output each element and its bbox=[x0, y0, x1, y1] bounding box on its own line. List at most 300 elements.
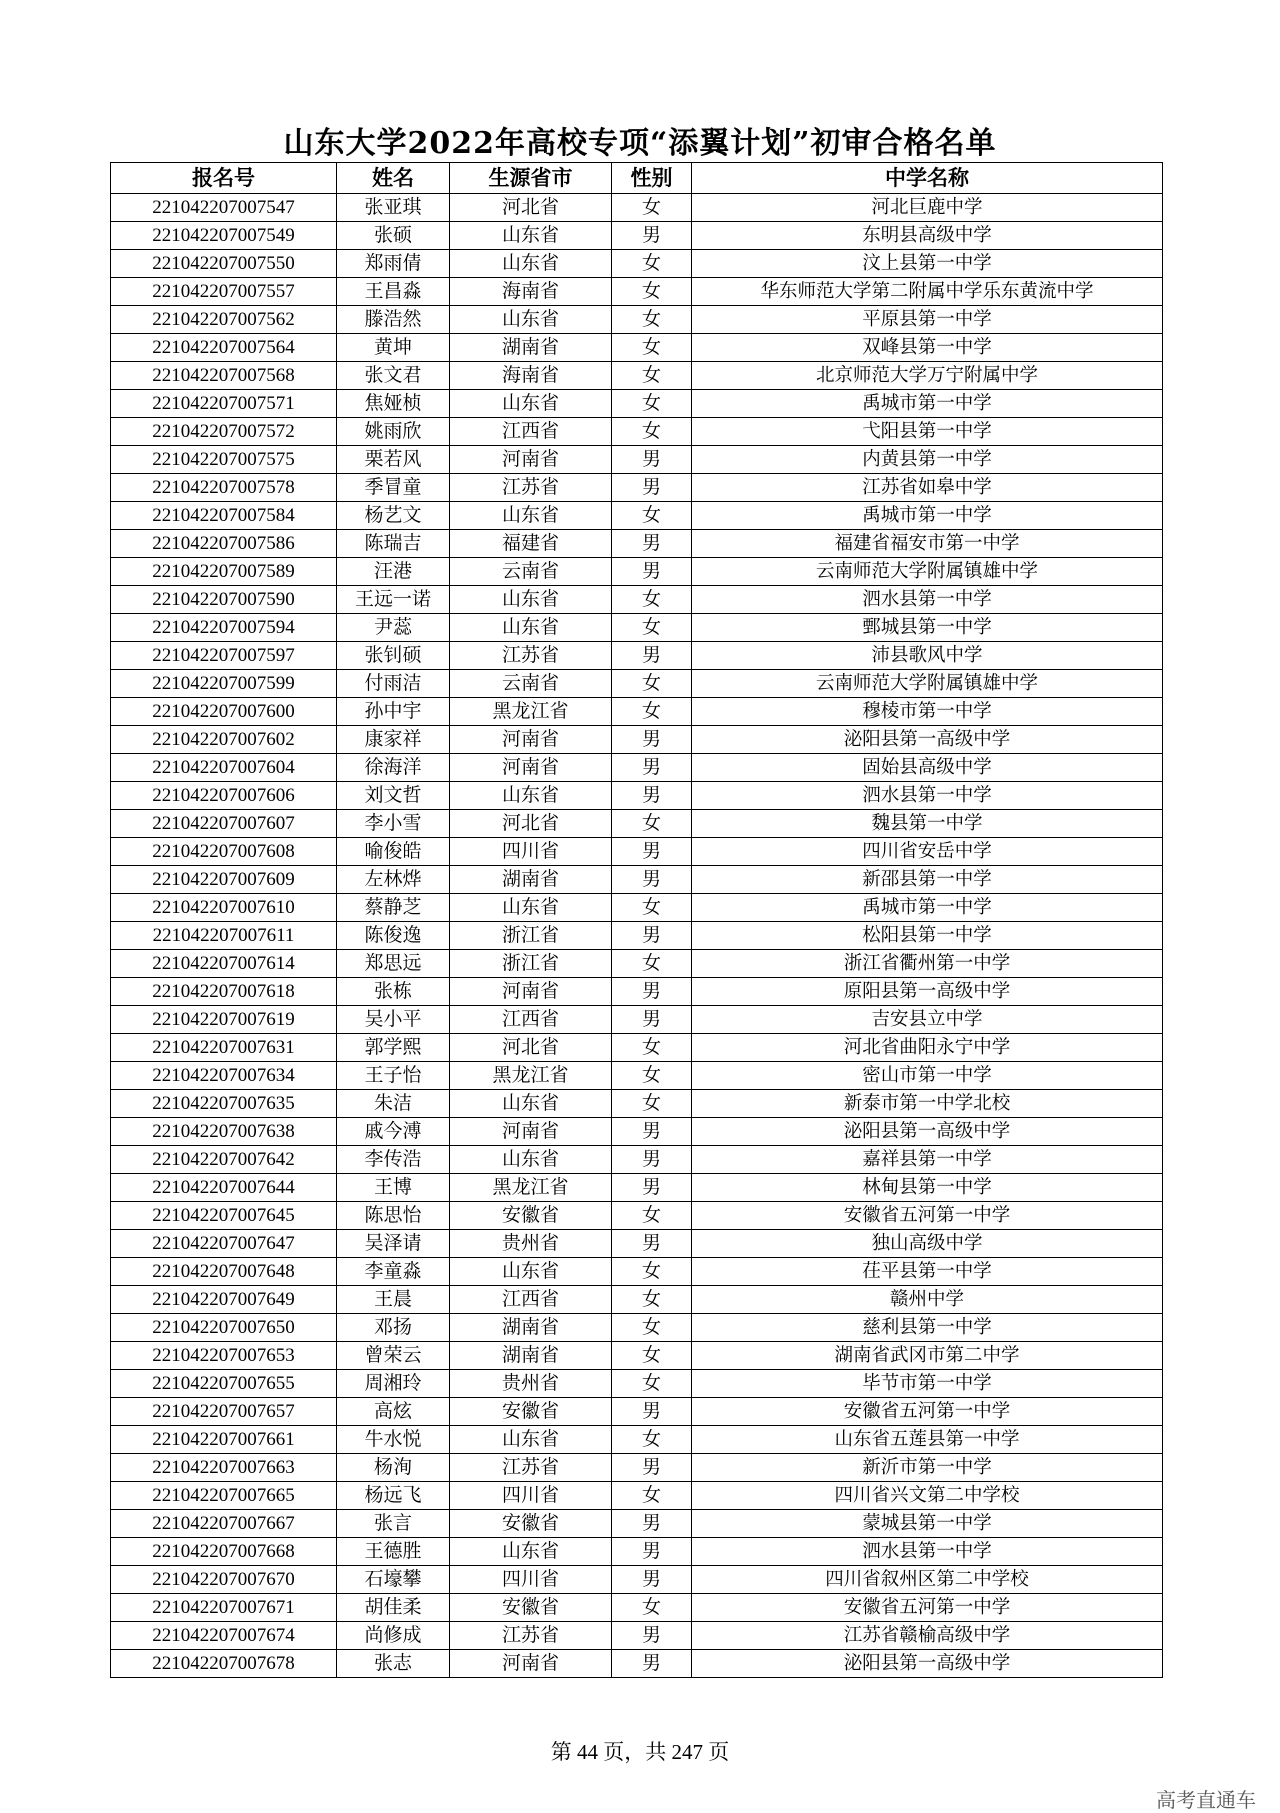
table-row bbox=[111, 1650, 1163, 1678]
table-row bbox=[111, 922, 1163, 950]
column-header-name: 姓名 bbox=[337, 163, 450, 194]
registration-no-cell: 221042207007602 bbox=[111, 726, 337, 754]
table-row bbox=[111, 1314, 1163, 1342]
name-cell: 康家祥 bbox=[337, 726, 450, 754]
table-row bbox=[111, 1090, 1163, 1118]
province-cell: 四川省 bbox=[450, 1566, 612, 1594]
table-row bbox=[111, 1062, 1163, 1090]
gender-cell: 女 bbox=[612, 1426, 692, 1454]
school-cell: 华东师范大学第二附属中学乐东黄流中学 bbox=[692, 278, 1163, 306]
table-row bbox=[111, 1230, 1163, 1258]
school-cell: 固始县高级中学 bbox=[692, 754, 1163, 782]
gender-cell: 男 bbox=[612, 222, 692, 250]
registration-no-cell: 221042207007600 bbox=[111, 698, 337, 726]
gender-cell: 男 bbox=[612, 922, 692, 950]
table-row bbox=[111, 474, 1163, 502]
province-cell: 河南省 bbox=[450, 1118, 612, 1146]
school-cell: 江苏省如皋中学 bbox=[692, 474, 1163, 502]
school-cell: 云南师范大学附属镇雄中学 bbox=[692, 670, 1163, 698]
name-cell: 姚雨欣 bbox=[337, 418, 450, 446]
table-row bbox=[111, 642, 1163, 670]
name-cell: 牛水悦 bbox=[337, 1426, 450, 1454]
table-header-row bbox=[111, 163, 1163, 194]
gender-cell: 女 bbox=[612, 334, 692, 362]
province-cell: 山东省 bbox=[450, 1426, 612, 1454]
name-cell: 王昌淼 bbox=[337, 278, 450, 306]
province-cell: 江苏省 bbox=[450, 1454, 612, 1482]
gender-cell: 男 bbox=[612, 866, 692, 894]
registration-no-cell: 221042207007657 bbox=[111, 1398, 337, 1426]
registration-no-cell: 221042207007594 bbox=[111, 614, 337, 642]
name-cell: 蔡静芝 bbox=[337, 894, 450, 922]
province-cell: 山东省 bbox=[450, 222, 612, 250]
province-cell: 安徽省 bbox=[450, 1398, 612, 1426]
province-cell: 河北省 bbox=[450, 810, 612, 838]
registration-no-cell: 221042207007578 bbox=[111, 474, 337, 502]
registration-no-cell: 221042207007668 bbox=[111, 1538, 337, 1566]
gender-cell: 女 bbox=[612, 362, 692, 390]
gender-cell: 男 bbox=[612, 1538, 692, 1566]
registration-no-cell: 221042207007575 bbox=[111, 446, 337, 474]
province-cell: 江苏省 bbox=[450, 474, 612, 502]
table-row bbox=[111, 670, 1163, 698]
school-cell: 禹城市第一中学 bbox=[692, 390, 1163, 418]
province-cell: 江西省 bbox=[450, 1286, 612, 1314]
school-cell: 茌平县第一中学 bbox=[692, 1258, 1163, 1286]
name-cell: 张栋 bbox=[337, 978, 450, 1006]
name-cell: 郑雨倩 bbox=[337, 250, 450, 278]
province-cell: 安徽省 bbox=[450, 1510, 612, 1538]
registration-no-cell: 221042207007648 bbox=[111, 1258, 337, 1286]
school-cell: 慈利县第一中学 bbox=[692, 1314, 1163, 1342]
name-cell: 孙中宇 bbox=[337, 698, 450, 726]
school-cell: 密山市第一中学 bbox=[692, 1062, 1163, 1090]
gender-cell: 男 bbox=[612, 782, 692, 810]
registration-no-cell: 221042207007604 bbox=[111, 754, 337, 782]
table-row bbox=[111, 1118, 1163, 1146]
school-cell: 独山高级中学 bbox=[692, 1230, 1163, 1258]
name-cell: 郭学熙 bbox=[337, 1034, 450, 1062]
gender-cell: 男 bbox=[612, 1454, 692, 1482]
province-cell: 云南省 bbox=[450, 670, 612, 698]
table-row bbox=[111, 250, 1163, 278]
name-cell: 杨洵 bbox=[337, 1454, 450, 1482]
table-row bbox=[111, 810, 1163, 838]
registration-no-cell: 221042207007678 bbox=[111, 1650, 337, 1678]
column-header-province: 生源省市 bbox=[450, 163, 612, 194]
name-cell: 栗若风 bbox=[337, 446, 450, 474]
table-row bbox=[111, 222, 1163, 250]
column-header-registration-no: 报名号 bbox=[111, 163, 337, 194]
school-cell: 沛县歌风中学 bbox=[692, 642, 1163, 670]
gender-cell: 男 bbox=[612, 838, 692, 866]
school-cell: 汶上县第一中学 bbox=[692, 250, 1163, 278]
province-cell: 山东省 bbox=[450, 1538, 612, 1566]
table-row bbox=[111, 306, 1163, 334]
registration-no-cell: 221042207007655 bbox=[111, 1370, 337, 1398]
school-cell: 安徽省五河第一中学 bbox=[692, 1202, 1163, 1230]
school-cell: 蒙城县第一中学 bbox=[692, 1510, 1163, 1538]
page-title: 山东大学2022年高校专项“添翼计划”初审合格名单 bbox=[283, 126, 997, 161]
province-cell: 河南省 bbox=[450, 446, 612, 474]
table-row bbox=[111, 838, 1163, 866]
registration-no-cell: 221042207007571 bbox=[111, 390, 337, 418]
registration-no-cell: 221042207007665 bbox=[111, 1482, 337, 1510]
registration-no-cell: 221042207007661 bbox=[111, 1426, 337, 1454]
table-row bbox=[111, 446, 1163, 474]
school-cell: 四川省叙州区第二中学校 bbox=[692, 1566, 1163, 1594]
name-cell: 曾荣云 bbox=[337, 1342, 450, 1370]
school-cell: 嘉祥县第一中学 bbox=[692, 1146, 1163, 1174]
name-cell: 李小雪 bbox=[337, 810, 450, 838]
gender-cell: 女 bbox=[612, 1342, 692, 1370]
province-cell: 江西省 bbox=[450, 1006, 612, 1034]
table-row bbox=[111, 1398, 1163, 1426]
school-cell: 原阳县第一高级中学 bbox=[692, 978, 1163, 1006]
name-cell: 邓扬 bbox=[337, 1314, 450, 1342]
province-cell: 江苏省 bbox=[450, 642, 612, 670]
table-row bbox=[111, 1566, 1163, 1594]
table-row bbox=[111, 1342, 1163, 1370]
school-cell: 吉安县立中学 bbox=[692, 1006, 1163, 1034]
gender-cell: 男 bbox=[612, 1146, 692, 1174]
name-cell: 郑思远 bbox=[337, 950, 450, 978]
gender-cell: 男 bbox=[612, 754, 692, 782]
province-cell: 山东省 bbox=[450, 894, 612, 922]
province-cell: 湖南省 bbox=[450, 1314, 612, 1342]
name-cell: 周湘玲 bbox=[337, 1370, 450, 1398]
province-cell: 湖南省 bbox=[450, 1342, 612, 1370]
table-row bbox=[111, 950, 1163, 978]
gender-cell: 男 bbox=[612, 558, 692, 586]
registration-no-cell: 221042207007649 bbox=[111, 1286, 337, 1314]
school-cell: 禹城市第一中学 bbox=[692, 894, 1163, 922]
gender-cell: 男 bbox=[612, 530, 692, 558]
column-header-gender: 性别 bbox=[612, 163, 692, 194]
table-row bbox=[111, 1538, 1163, 1566]
school-cell: 四川省兴文第二中学校 bbox=[692, 1482, 1163, 1510]
gender-cell: 男 bbox=[612, 1566, 692, 1594]
gender-cell: 男 bbox=[612, 446, 692, 474]
gender-cell: 男 bbox=[612, 1398, 692, 1426]
gender-cell: 女 bbox=[612, 1314, 692, 1342]
registration-no-cell: 221042207007618 bbox=[111, 978, 337, 1006]
gender-cell: 女 bbox=[612, 1482, 692, 1510]
name-cell: 张志 bbox=[337, 1650, 450, 1678]
table-row bbox=[111, 418, 1163, 446]
gender-cell: 女 bbox=[612, 502, 692, 530]
gender-cell: 女 bbox=[612, 1034, 692, 1062]
school-cell: 泗水县第一中学 bbox=[692, 1538, 1163, 1566]
gender-cell: 男 bbox=[612, 642, 692, 670]
province-cell: 黑龙江省 bbox=[450, 1062, 612, 1090]
province-cell: 湖南省 bbox=[450, 334, 612, 362]
province-cell: 福建省 bbox=[450, 530, 612, 558]
school-cell: 弋阳县第一中学 bbox=[692, 418, 1163, 446]
province-cell: 山东省 bbox=[450, 1258, 612, 1286]
table-row bbox=[111, 1482, 1163, 1510]
gender-cell: 女 bbox=[612, 810, 692, 838]
gender-cell: 女 bbox=[612, 614, 692, 642]
gender-cell: 女 bbox=[612, 1062, 692, 1090]
table-row bbox=[111, 1510, 1163, 1538]
school-cell: 湖南省武冈市第二中学 bbox=[692, 1342, 1163, 1370]
school-cell: 双峰县第一中学 bbox=[692, 334, 1163, 362]
province-cell: 浙江省 bbox=[450, 950, 612, 978]
school-cell: 泌阳县第一高级中学 bbox=[692, 1650, 1163, 1678]
registration-no-cell: 221042207007568 bbox=[111, 362, 337, 390]
table-row bbox=[111, 502, 1163, 530]
registration-no-cell: 221042207007634 bbox=[111, 1062, 337, 1090]
table-row bbox=[111, 1622, 1163, 1650]
registration-no-cell: 221042207007586 bbox=[111, 530, 337, 558]
province-cell: 山东省 bbox=[450, 614, 612, 642]
registration-no-cell: 221042207007614 bbox=[111, 950, 337, 978]
table-row bbox=[111, 194, 1163, 222]
gender-cell: 男 bbox=[612, 726, 692, 754]
name-cell: 张言 bbox=[337, 1510, 450, 1538]
gender-cell: 女 bbox=[612, 1594, 692, 1622]
school-cell: 泗水县第一中学 bbox=[692, 586, 1163, 614]
name-cell: 陈思怡 bbox=[337, 1202, 450, 1230]
name-cell: 王远一诺 bbox=[337, 586, 450, 614]
province-cell: 浙江省 bbox=[450, 922, 612, 950]
table-row bbox=[111, 390, 1163, 418]
school-cell: 泌阳县第一高级中学 bbox=[692, 1118, 1163, 1146]
school-cell: 平原县第一中学 bbox=[692, 306, 1163, 334]
table-row bbox=[111, 698, 1163, 726]
name-cell: 戚今溥 bbox=[337, 1118, 450, 1146]
gender-cell: 男 bbox=[612, 1118, 692, 1146]
gender-cell: 女 bbox=[612, 670, 692, 698]
name-cell: 喻俊皓 bbox=[337, 838, 450, 866]
school-cell: 毕节市第一中学 bbox=[692, 1370, 1163, 1398]
name-cell: 刘文哲 bbox=[337, 782, 450, 810]
school-cell: 安徽省五河第一中学 bbox=[692, 1398, 1163, 1426]
province-cell: 河北省 bbox=[450, 194, 612, 222]
gender-cell: 男 bbox=[612, 1174, 692, 1202]
gender-cell: 女 bbox=[612, 894, 692, 922]
name-cell: 王博 bbox=[337, 1174, 450, 1202]
table-row bbox=[111, 1454, 1163, 1482]
name-cell: 陈俊逸 bbox=[337, 922, 450, 950]
table-row bbox=[111, 754, 1163, 782]
name-cell: 左林烨 bbox=[337, 866, 450, 894]
province-cell: 河北省 bbox=[450, 1034, 612, 1062]
gender-cell: 女 bbox=[612, 1258, 692, 1286]
school-cell: 河北巨鹿中学 bbox=[692, 194, 1163, 222]
gender-cell: 男 bbox=[612, 1230, 692, 1258]
registration-no-cell: 221042207007650 bbox=[111, 1314, 337, 1342]
table-row bbox=[111, 1202, 1163, 1230]
registration-no-cell: 221042207007671 bbox=[111, 1594, 337, 1622]
registration-no-cell: 221042207007642 bbox=[111, 1146, 337, 1174]
gender-cell: 女 bbox=[612, 698, 692, 726]
gender-cell: 女 bbox=[612, 278, 692, 306]
name-cell: 季冒童 bbox=[337, 474, 450, 502]
school-cell: 福建省福安市第一中学 bbox=[692, 530, 1163, 558]
province-cell: 安徽省 bbox=[450, 1202, 612, 1230]
school-cell: 北京师范大学万宁附属中学 bbox=[692, 362, 1163, 390]
registration-no-cell: 221042207007663 bbox=[111, 1454, 337, 1482]
school-cell: 江苏省赣榆高级中学 bbox=[692, 1622, 1163, 1650]
registration-no-cell: 221042207007670 bbox=[111, 1566, 337, 1594]
name-cell: 高炫 bbox=[337, 1398, 450, 1426]
registration-no-cell: 221042207007606 bbox=[111, 782, 337, 810]
province-cell: 海南省 bbox=[450, 362, 612, 390]
province-cell: 贵州省 bbox=[450, 1230, 612, 1258]
watermark: 高考直通车 bbox=[1156, 1788, 1256, 1812]
school-cell: 穆棱市第一中学 bbox=[692, 698, 1163, 726]
name-cell: 杨艺文 bbox=[337, 502, 450, 530]
gender-cell: 女 bbox=[612, 418, 692, 446]
name-cell: 张文君 bbox=[337, 362, 450, 390]
gender-cell: 女 bbox=[612, 1286, 692, 1314]
gender-cell: 男 bbox=[612, 1510, 692, 1538]
name-cell: 王德胜 bbox=[337, 1538, 450, 1566]
registration-no-cell: 221042207007607 bbox=[111, 810, 337, 838]
name-cell: 李传浩 bbox=[337, 1146, 450, 1174]
name-cell: 滕浩然 bbox=[337, 306, 450, 334]
registration-no-cell: 221042207007674 bbox=[111, 1622, 337, 1650]
gender-cell: 男 bbox=[612, 1622, 692, 1650]
table-row bbox=[111, 1594, 1163, 1622]
name-cell: 徐海洋 bbox=[337, 754, 450, 782]
name-cell: 吴泽请 bbox=[337, 1230, 450, 1258]
name-cell: 朱洁 bbox=[337, 1090, 450, 1118]
school-cell: 云南师范大学附属镇雄中学 bbox=[692, 558, 1163, 586]
province-cell: 江苏省 bbox=[450, 1622, 612, 1650]
province-cell: 海南省 bbox=[450, 278, 612, 306]
registration-no-cell: 221042207007557 bbox=[111, 278, 337, 306]
province-cell: 河南省 bbox=[450, 978, 612, 1006]
name-cell: 王晨 bbox=[337, 1286, 450, 1314]
registration-no-cell: 221042207007667 bbox=[111, 1510, 337, 1538]
registration-no-cell: 221042207007550 bbox=[111, 250, 337, 278]
province-cell: 云南省 bbox=[450, 558, 612, 586]
province-cell: 四川省 bbox=[450, 1482, 612, 1510]
table-row bbox=[111, 278, 1163, 306]
gender-cell: 女 bbox=[612, 194, 692, 222]
registration-no-cell: 221042207007645 bbox=[111, 1202, 337, 1230]
province-cell: 河南省 bbox=[450, 726, 612, 754]
table-row bbox=[111, 1286, 1163, 1314]
school-cell: 东明县高级中学 bbox=[692, 222, 1163, 250]
registration-no-cell: 221042207007638 bbox=[111, 1118, 337, 1146]
registration-no-cell: 221042207007631 bbox=[111, 1034, 337, 1062]
gender-cell: 女 bbox=[612, 250, 692, 278]
name-cell: 张硕 bbox=[337, 222, 450, 250]
province-cell: 山东省 bbox=[450, 782, 612, 810]
school-cell: 安徽省五河第一中学 bbox=[692, 1594, 1163, 1622]
registration-no-cell: 221042207007597 bbox=[111, 642, 337, 670]
registration-no-cell: 221042207007572 bbox=[111, 418, 337, 446]
name-cell: 汪港 bbox=[337, 558, 450, 586]
school-cell: 赣州中学 bbox=[692, 1286, 1163, 1314]
school-cell: 四川省安岳中学 bbox=[692, 838, 1163, 866]
registration-no-cell: 221042207007644 bbox=[111, 1174, 337, 1202]
province-cell: 湖南省 bbox=[450, 866, 612, 894]
name-cell: 陈瑞吉 bbox=[337, 530, 450, 558]
gender-cell: 女 bbox=[612, 1202, 692, 1230]
gender-cell: 女 bbox=[612, 1370, 692, 1398]
table-row bbox=[111, 866, 1163, 894]
name-cell: 李童淼 bbox=[337, 1258, 450, 1286]
gender-cell: 女 bbox=[612, 1090, 692, 1118]
school-cell: 新沂市第一中学 bbox=[692, 1454, 1163, 1482]
school-cell: 新泰市第一中学北校 bbox=[692, 1090, 1163, 1118]
school-cell: 山东省五莲县第一中学 bbox=[692, 1426, 1163, 1454]
gender-cell: 女 bbox=[612, 586, 692, 614]
registration-no-cell: 221042207007611 bbox=[111, 922, 337, 950]
registration-no-cell: 221042207007608 bbox=[111, 838, 337, 866]
province-cell: 山东省 bbox=[450, 1146, 612, 1174]
table-row bbox=[111, 1146, 1163, 1174]
name-cell: 胡佳柔 bbox=[337, 1594, 450, 1622]
school-cell: 内黄县第一中学 bbox=[692, 446, 1163, 474]
school-cell: 林甸县第一中学 bbox=[692, 1174, 1163, 1202]
table-row bbox=[111, 1426, 1163, 1454]
name-cell: 尹蕊 bbox=[337, 614, 450, 642]
province-cell: 山东省 bbox=[450, 1090, 612, 1118]
province-cell: 贵州省 bbox=[450, 1370, 612, 1398]
school-cell: 鄄城县第一中学 bbox=[692, 614, 1163, 642]
province-cell: 黑龙江省 bbox=[450, 1174, 612, 1202]
registration-no-cell: 221042207007590 bbox=[111, 586, 337, 614]
gender-cell: 女 bbox=[612, 390, 692, 418]
gender-cell: 男 bbox=[612, 1006, 692, 1034]
school-cell: 浙江省衢州第一中学 bbox=[692, 950, 1163, 978]
province-cell: 山东省 bbox=[450, 502, 612, 530]
table-row bbox=[111, 530, 1163, 558]
province-cell: 河南省 bbox=[450, 1650, 612, 1678]
table-row bbox=[111, 558, 1163, 586]
name-cell: 石壕攀 bbox=[337, 1566, 450, 1594]
table-row bbox=[111, 362, 1163, 390]
registration-no-cell: 221042207007653 bbox=[111, 1342, 337, 1370]
province-cell: 安徽省 bbox=[450, 1594, 612, 1622]
name-cell: 付雨洁 bbox=[337, 670, 450, 698]
registration-no-cell: 221042207007610 bbox=[111, 894, 337, 922]
registration-no-cell: 221042207007549 bbox=[111, 222, 337, 250]
name-cell: 张亚琪 bbox=[337, 194, 450, 222]
gender-cell: 女 bbox=[612, 950, 692, 978]
gender-cell: 男 bbox=[612, 474, 692, 502]
table-row bbox=[111, 1006, 1163, 1034]
school-cell: 魏县第一中学 bbox=[692, 810, 1163, 838]
table-body bbox=[111, 194, 1163, 1678]
province-cell: 山东省 bbox=[450, 586, 612, 614]
table-row bbox=[111, 978, 1163, 1006]
table-row bbox=[111, 1258, 1163, 1286]
column-header-school: 中学名称 bbox=[692, 163, 1163, 194]
province-cell: 江西省 bbox=[450, 418, 612, 446]
province-cell: 黑龙江省 bbox=[450, 698, 612, 726]
table-row bbox=[111, 614, 1163, 642]
table-row bbox=[111, 334, 1163, 362]
registration-no-cell: 221042207007647 bbox=[111, 1230, 337, 1258]
province-cell: 河南省 bbox=[450, 754, 612, 782]
province-cell: 山东省 bbox=[450, 250, 612, 278]
name-cell: 尚修成 bbox=[337, 1622, 450, 1650]
registration-no-cell: 221042207007564 bbox=[111, 334, 337, 362]
gender-cell: 女 bbox=[612, 306, 692, 334]
gender-cell: 男 bbox=[612, 1650, 692, 1678]
province-cell: 山东省 bbox=[450, 390, 612, 418]
school-cell: 禹城市第一中学 bbox=[692, 502, 1163, 530]
registration-no-cell: 221042207007562 bbox=[111, 306, 337, 334]
registration-no-cell: 221042207007599 bbox=[111, 670, 337, 698]
